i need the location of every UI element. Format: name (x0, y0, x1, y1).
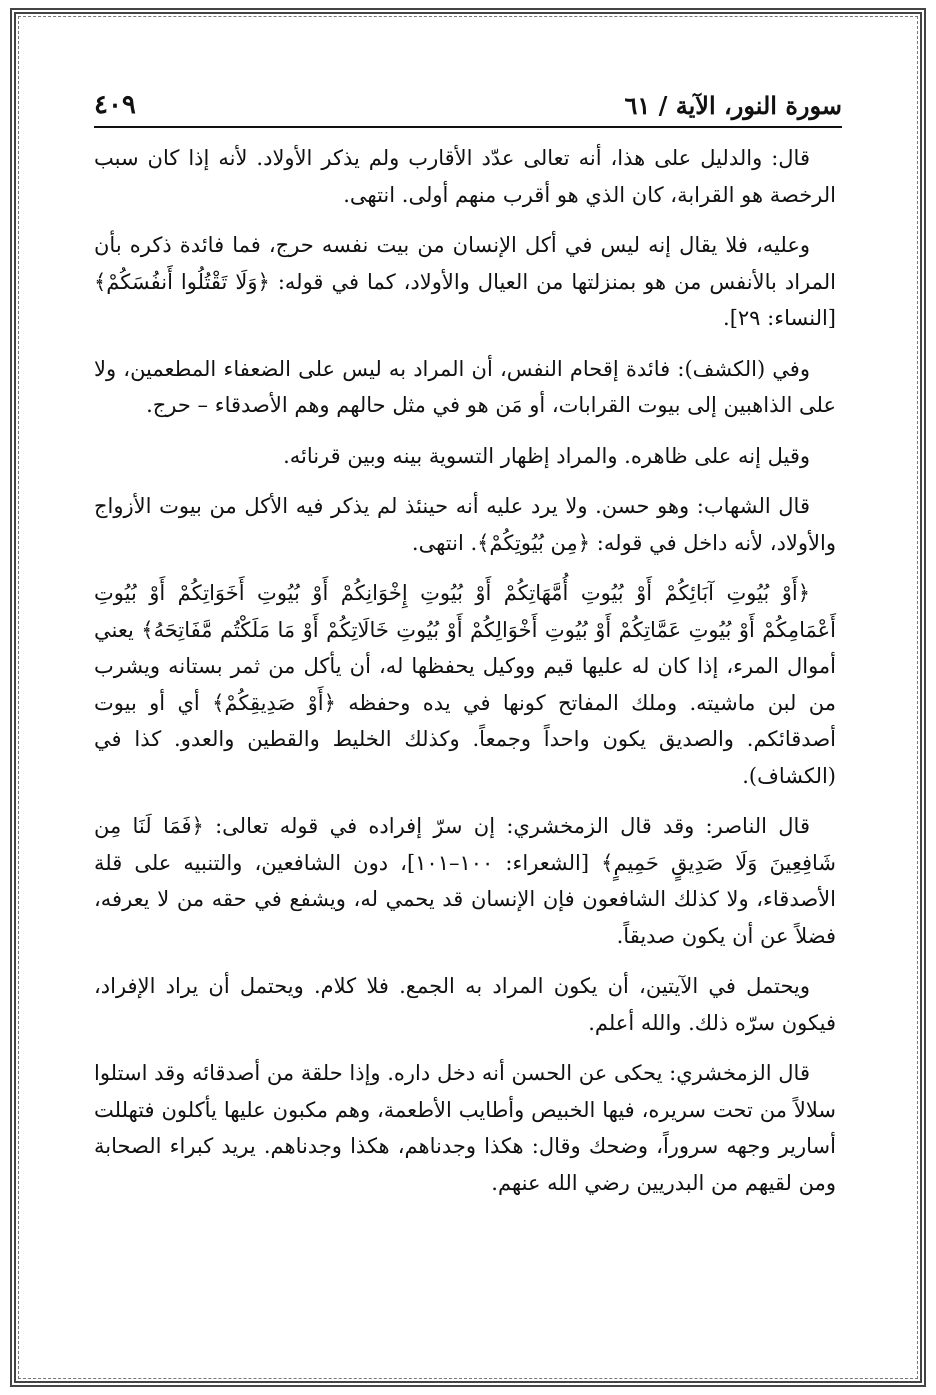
paragraph: ﴿أَوْ بُيُوتِ آبَائِكُمْ أَوْ بُيُوتِ أُمَّهَاتِكُمْ أَوْ بُيُوتِ إِخْوَانِكُمْ أَوْ بُيُوتِ أَخَوَاتِكُمْ أَوْ بُيُوتِ أَعْمَامِكُمْ أَوْ بُيُوتِ عَمَّاتِكُمْ أَوْ بُيُوتِ أَخْوَالِكُمْ أَوْ بُيُوتِ خَالَاتِكُمْ أَوْ مَا مَلَكْتُم مَّفَاتِحَهُ﴾ يعني أموال المرء، إذا كان له عليها قيم ووكيل يحفظها له، أن يأكل من ثمر بستانه ويشرب من لبن ماشيته. وملك المفاتح كونها في يده وحفظه ﴿أَوْ صَدِيقِكُمْ﴾ أي أو بيوت أصدقائكم. والصديق يكون واحداً وجمعاً. وكذلك الخليط والقطين والعدو. كذا في (الكشاف). (94, 581, 836, 788)
page-number: ٤٠٩ (94, 90, 136, 120)
paragraph: قال الزمخشري: يحكى عن الحسن أنه دخل داره. وإذا حلقة من أصدقائه وقد استلوا سلالاً من تحت سريره، فيها الخبيص وأطايب الأطعمة، وهم مكبون عليها يأكلون فتهللت أسارير وجهه سروراً، وضحك وقال: هكذا وجدناهم، هكذا وجدناهم. يريد كبراء الصحابة ومن لقيهم من البدريين رضي الله عنهم. (94, 1061, 836, 1195)
paragraph: قال الناصر: وقد قال الزمخشري: إن سرّ إفراده في قوله تعالى: ﴿فَمَا لَنَا مِن شَافِعِينَ وَلَا صَدِيقٍ حَمِيمٍ﴾ [الشعراء: ١٠٠–١٠١]، دون الشافعين، والتنبيه على قلة الأصدقاء، ولا كذلك الشافعون فإن الإنسان قد يحمي له، ويشفع في حقه من لا يعرفه، فضلاً عن أن يكون صديقاً. (94, 814, 836, 948)
paragraph: قال الشهاب: وهو حسن. ولا يرد عليه أنه حينئذ لم يذكر فيه الأكل من بيوت الأزواج والأولاد، لأنه داخل في قوله: ﴿مِن بُيُوتِكُمْ﴾. انتهى. (94, 494, 836, 555)
running-title: سورة النور، الآية / ٦١ (624, 91, 842, 120)
page-header (94, 76, 842, 128)
paragraph: وقيل إنه على ظاهره. والمراد إظهار التسوية بينه وبين قرنائه. (283, 443, 810, 468)
paragraph: وفي (الكشف): فائدة إقحام النفس، أن المراد به ليس على الضعفاء المطعمين، ولا على الذاهبين إلى بيوت القرابات، أو مَن هو في مثل حالهم وهم الأصدقاء – حرج. (94, 356, 836, 417)
paragraph: قال: والدليل على هذا، أنه تعالى عدّد الأقارب ولم يذكر الأولاد. لأنه إذا كان سبب الرخصة هو القرابة، كان الذي هو أقرب منهم أولى. انتهى. (94, 146, 836, 207)
paragraph: ويحتمل في الآيتين، أن يكون المراد به الجمع. فلا كلام. ويحتمل أن يراد الإفراد، فيكون سرّه ذلك. والله أعلم. (94, 974, 836, 1035)
paragraph: وعليه، فلا يقال إنه ليس في أكل الإنسان من بيت نفسه حرج، فما فائدة ذكره بأن المراد بالأنفس من هو بمنزلتها من العيال والأولاد، كما في قوله: ﴿وَلَا تَقْتُلُوا أَنفُسَكُمْ﴾ [النساء: ٢٩]. (94, 233, 836, 330)
page-body (94, 140, 836, 1215)
